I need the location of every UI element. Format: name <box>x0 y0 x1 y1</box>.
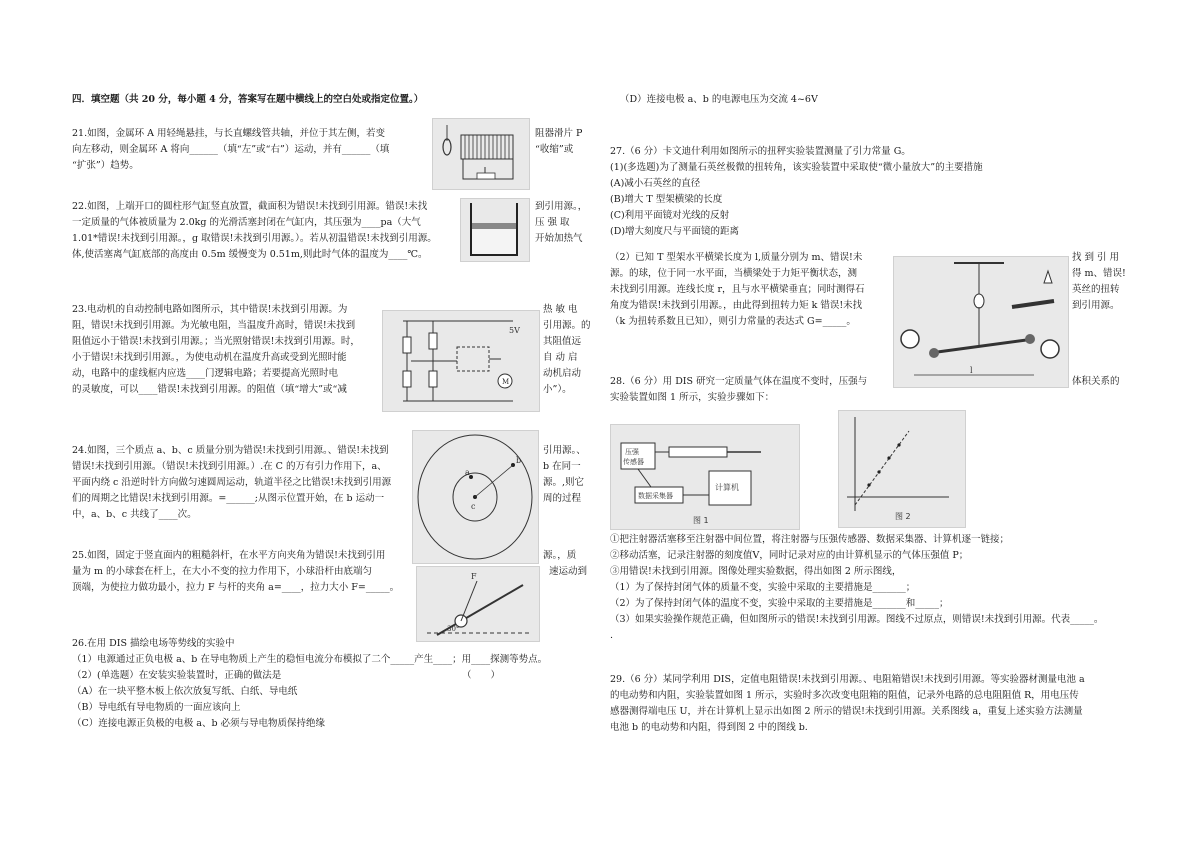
q27-option: (D)增大刻度尺与平面镜的距离 <box>610 226 740 237</box>
question-25 <box>72 548 399 596</box>
q26-option: （C）连接电源正负极的电极 a、b 必须与导电物质保持绝缘 <box>72 718 326 729</box>
q28-step: ①把注射器活塞移至注射器中间位置，将注射器与压强传感器、数据采集器、计算机逐一链接； <box>610 534 1010 545</box>
q27-option: (B)增大 T 型架横梁的长度 <box>610 194 723 205</box>
q26-line: （2）(单选题）在安装实验装置时，正确的做法是 <box>72 670 282 681</box>
q25-line: 量为 m 的小球套在杆上，在大小不变的拉力作用下，小球沿杆由底端匀 <box>72 566 373 577</box>
q24-right-line: 引用源。、 <box>543 445 586 456</box>
question-21 <box>72 126 389 174</box>
q28-step: ②移动活塞，记录注射器的刻度值V，同时记录对应的由计算机显示的气体压强值 P； <box>610 550 969 561</box>
q27-right-line: 找 到 引 用 <box>1072 252 1120 263</box>
computer-label: 计算机 <box>715 483 739 492</box>
q24-line: 错误!未找到引用源。（错误!未找到引用源。）.在 C 的万有引力作用下，a、 <box>72 461 387 472</box>
svg-text:传感器: 传感器 <box>623 458 644 466</box>
q22-right-text <box>535 199 587 247</box>
q24-right-line: 源。,则它 <box>543 477 585 488</box>
section-header: 四．填空题（共 20 分，每小题 4 分，答案写在题中横线上的空白处或指定位置。） <box>72 94 424 105</box>
svg-text:l: l <box>970 366 973 375</box>
question-23 <box>72 302 360 398</box>
data-collector-label: 数据采集器 <box>638 492 673 500</box>
q24-right-text <box>543 443 586 507</box>
q23-line: 动，电路中的虚线框内应选____门逻辑电路；若要提高光照时电 <box>72 368 339 379</box>
q25-right-line: 源。，质 <box>543 550 577 561</box>
q29-line: 的电动势和内阻，实验装置如图 1 所示，实验时多次改变电阻箱的阻值，记录外电路的总电阻阻值 R，用电压传 <box>610 690 1079 701</box>
solenoid-figure <box>432 118 530 190</box>
q25-line: 顶端，为使拉力做功最小，拉力 F 与杆的夹角 a=____，拉力大小 F=_____。 <box>72 582 400 593</box>
fig1-label: 图 1 <box>693 516 709 525</box>
q23-line: 阻，错误!未找到引用源。为光敏电阻，当温度升高时，错误!未找到 <box>72 320 356 331</box>
q23-right-line: 引用源。的 <box>543 320 591 331</box>
q27-right-line: 到引用源。 <box>1072 300 1120 311</box>
svg-text:F: F <box>471 572 477 581</box>
q23-right-line: 热 敏 电 <box>543 304 578 315</box>
q28-line: 实验装置如图 1 所示，实验步骤如下： <box>610 392 775 403</box>
question-27 <box>610 144 983 240</box>
q22-line: 体,使活塞离气缸底部的高度由 0.5m 缓慢变为 0.51m,则此时气体的温度为____℃。 <box>72 249 428 260</box>
q23-line: 阻值远小于错误!未找到引用源。；当光照射错误!未找到引用源。时， <box>72 336 360 347</box>
q27-right-text <box>1072 250 1126 314</box>
q24-right-line: b 在同一 <box>543 461 581 472</box>
q27-2-line: 源。的球，位于同一水平面，当横梁处于力矩平衡状态，测 <box>610 268 858 279</box>
q22-right-line: 压 强 取 <box>535 217 570 228</box>
q27-option: (A)减小石英丝的直径 <box>610 178 701 189</box>
q23-line: 的灵敏度，可以____错误!未找到引用源。的阻值（填“增大”或“减 <box>72 384 347 395</box>
q23-right-line: 自 动 启 <box>543 352 578 363</box>
svg-text:b: b <box>516 456 522 465</box>
q26-line: （1）电源通过正负电极 a、b 在导电物质上产生的稳恒电流分布模拟了二个_____产生____；用____探测等势点。 <box>72 654 548 665</box>
q25-right-line: 速运动到 <box>549 566 588 577</box>
fig2-label: 图 2 <box>895 512 911 521</box>
q28-subquestion: （3）如果实验操作规范正确，但如图所示的错误!未找到引用源。图线不过原点，则错误!未找到引用源。代表_____。 <box>610 614 1104 625</box>
q28-subquestion: （2）为了保持封闭气体的温度不变，实验中采取的主要措施是_______和_____； <box>610 598 949 609</box>
q23-right-line: 其阻值远 <box>543 336 582 347</box>
q26-option: （A）在一块平整木板上依次放复写纸、白纸、导电纸 <box>72 686 298 697</box>
q22-line: 22.如图，上端开口的圆柱形气缸竖直放置，截面积为错误!未找到引用源。错误!未找 <box>72 201 428 212</box>
question-28 <box>610 374 867 406</box>
q27-2-line: （2）已知 T 型架水平横梁长度为 l,质量分别为 m、错误!未 <box>610 252 863 263</box>
orbit-figure <box>412 430 539 564</box>
q23-right-line: 动机启动 <box>543 368 582 379</box>
q28-line: 28.（6 分）用 DIS 研究一定质量气体在温度不变时，压强与 <box>610 376 868 387</box>
q26-answer-paren: （ ） <box>462 670 501 681</box>
q24-line: 中，a、b、c 共线了____次。 <box>72 509 197 520</box>
q21-line: “扩张”）趋势。 <box>72 160 139 171</box>
q29-line: 电池 b 的电动势和内阻，得到图 2 中的图线 b. <box>610 722 808 733</box>
q24-right-line: 周的过程 <box>543 493 582 504</box>
q27-right-line: 得 m、错误! <box>1072 268 1126 279</box>
q28-subquestion: （1）为了保持封闭气体的质量不变，实验中采取的主要措施是_______； <box>610 582 916 593</box>
q22-right-line: 到引用源。， <box>535 201 588 212</box>
question-29 <box>610 672 1085 736</box>
q29-line: 感器测得端电压 U，并在计算机上显示出如图 2 所示的错误!未找到引用源。关系图线 a，重复上述实验方法测量 <box>610 706 1083 717</box>
svg-text:a: a <box>465 468 470 477</box>
q27-part2 <box>610 250 865 330</box>
q27-line: (1)(多选题)为了测量石英丝极微的扭转角，该实验装置中采取使“微小量放大”的主要措施 <box>610 162 983 173</box>
q23-line: 小于错误!未找到引用源。，为使电动机在温度升高或受到光照时能 <box>72 352 347 363</box>
pv-graph-figure <box>838 410 966 528</box>
cylinder-figure <box>460 198 530 262</box>
q26-line: 26.在用 DIS 描绘电场等势线的实验中 <box>72 638 235 649</box>
svg-text:M: M <box>502 378 510 386</box>
q23-right-text <box>543 302 591 398</box>
q27-right-line: 英丝的扭转 <box>1072 284 1120 295</box>
q24-line: 24.如图，三个质点 a、b、c 质量分别为错误!未找到引用源。、错误!未找到 <box>72 445 389 456</box>
q21-right-line: 阻器滑片 P <box>535 128 583 139</box>
q28-right-text: 体积关系的 <box>1072 376 1120 387</box>
q24-line: 平面内绕 c 沿逆时针方向做匀速圆周运动，轨道半径之比错误!未找到引用源 <box>72 477 392 488</box>
angle-label: 30° <box>447 625 460 633</box>
motor-circuit-figure <box>382 310 540 412</box>
q26-option: （B）导电纸有导电物质的一面应该向上 <box>72 702 241 713</box>
q28-step: ③用错误!未找到引用源。图像处理实验数据，得出如图 2 所示图线， <box>610 566 902 577</box>
q27-option: (C)利用平面镜对光线的反射 <box>610 210 730 221</box>
question-24 <box>72 443 391 523</box>
q25-right-text <box>543 548 587 580</box>
question-26 <box>72 636 547 732</box>
dis-apparatus-figure <box>610 424 800 530</box>
q22-line: 1.01*错误!未找到引用源。，g 取错误!未找到引用源。）。若从初温错误!未找到引用源。 <box>72 233 437 244</box>
incline-figure <box>416 566 540 642</box>
svg-text:c: c <box>471 502 476 511</box>
q26-option-d: （D）连接电极 a、b 的电源电压为交流 4~6V <box>620 94 818 105</box>
q22-line: 一定质量的气体被质量为 2.0kg 的光滑活塞封闭在气缸内，其压强为____pa（大气 <box>72 217 421 228</box>
q27-2-line: （k 为扭转系数且已知），则引力常量的表达式 G=_____。 <box>610 316 856 327</box>
q29-line: 29.（6 分）某同学利用 DIS，定值电阻错误!未找到引用源。、电阻箱错误!未找到引用源。等实验器材测量电池 a <box>610 674 1085 685</box>
q27-2-line: 角度为错误!未找到引用源。，由此得到扭转力矩 k 错误!未找 <box>610 300 863 311</box>
q28-trailing-dot: . <box>610 630 614 641</box>
torsion-balance-figure <box>893 256 1069 388</box>
q27-line: 27.（6 分）卡文迪什利用如图所示的扭秤实验装置测量了引力常量 G。 <box>610 146 911 157</box>
q24-line: 们的周期之比错误!未找到引用源。=______;从图示位置开始，在 b 运动一 <box>72 493 385 504</box>
q21-right-line: “收缩”或 <box>535 144 574 155</box>
q21-right-text <box>535 126 582 158</box>
q21-line: 向左移动，则金属环 A 将向______（填“左”或“右”）运动，并有______（填 <box>72 144 390 155</box>
q25-line: 25.如图，固定于竖直面内的粗糙斜杆，在水平方向夹角为错误!未找到引用 <box>72 550 386 561</box>
svg-text:压强: 压强 <box>625 448 639 456</box>
q23-line: 23.电动机的自动控制电路如图所示，其中错误!未找到引用源。为 <box>72 304 348 315</box>
q23-right-line: 小”）。 <box>543 384 572 395</box>
q28-steps <box>610 532 1103 644</box>
q21-line: 21.如图，金属环 A 用轻绳悬挂，与长直螺线管共轴，并位于其左侧，若变 <box>72 128 386 139</box>
circuit-voltage-label: 5V <box>509 326 520 335</box>
q22-right-line: 开始加热气 <box>535 233 583 244</box>
question-22 <box>72 199 437 263</box>
q27-2-line: 未找到引用源。连线长度 r，且与水平横梁垂直；同时测得石 <box>610 284 865 295</box>
